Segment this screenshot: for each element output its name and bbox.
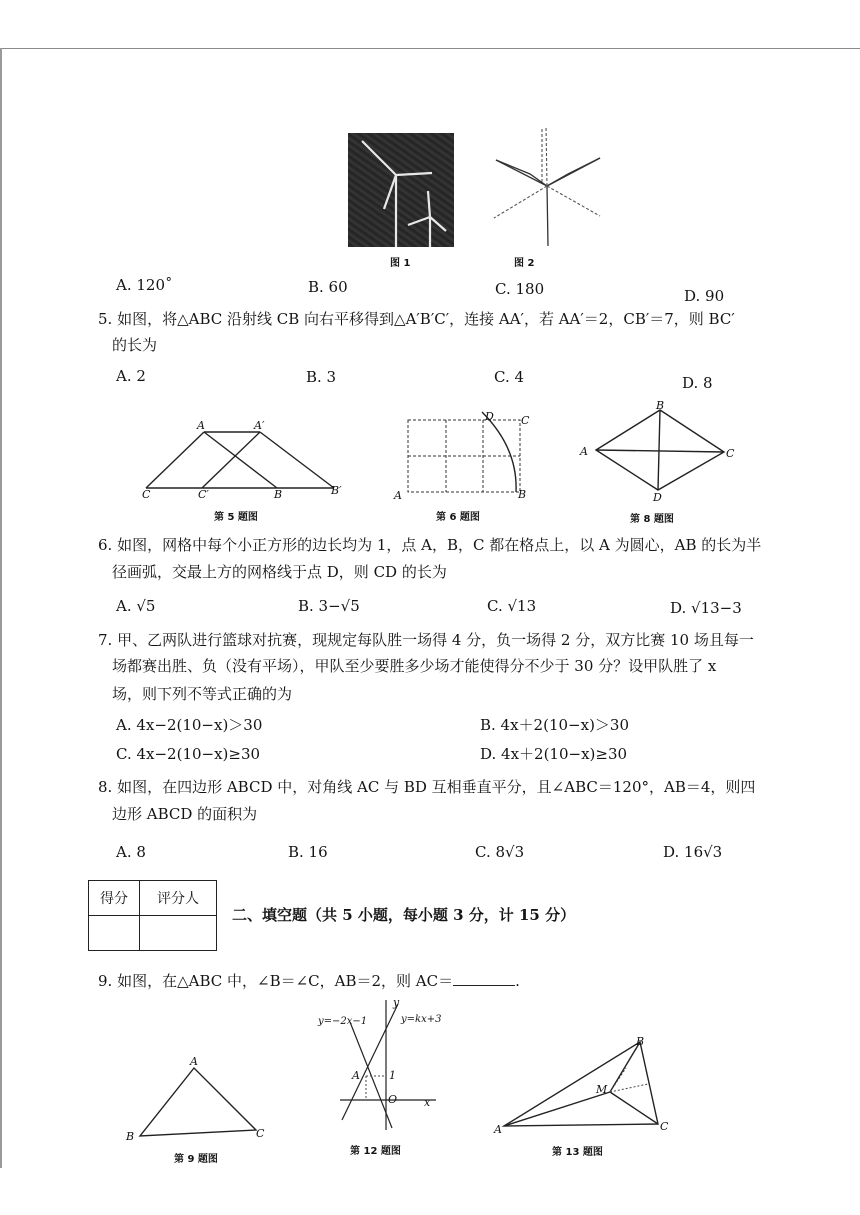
fig12-x-label: x <box>424 1096 431 1109</box>
q5-option-d: D. 8 <box>682 374 713 392</box>
q8-option-c: C. 8√3 <box>475 843 525 861</box>
fig13-label-m: M <box>596 1083 608 1096</box>
q4-option-a: A. 120˚ <box>116 276 173 294</box>
q5-stem-line1: 5. 如图，将△ABC 沿射线 CB 向右平移得到△A′B′C′，连接 AA′，若 AA′＝2，CB′＝7，则 BC′ <box>98 310 735 328</box>
figure-6-caption: 第 6 题图 <box>436 512 480 523</box>
figure-9-diagram <box>136 1060 260 1140</box>
grader-header: 评分人 <box>140 881 217 916</box>
q7-stem-line3: 场，则下列不等式正确的为 <box>112 685 293 703</box>
q4-option-c: C. 180 <box>495 280 545 298</box>
q6-option-c: C. √13 <box>487 597 537 615</box>
fig13-label-c: C <box>660 1120 669 1133</box>
q7-option-c: C. 4x−2(10−x)≥30 <box>116 745 261 763</box>
figure-5-diagram <box>140 416 350 500</box>
q8-option-a: A. 8 <box>116 843 146 861</box>
q8-option-d: D. 16√3 <box>663 843 723 861</box>
fig5-label-c-prime: C′ <box>198 488 209 501</box>
page-top-edge <box>0 48 860 50</box>
q7-option-d: D. 4x＋2(10−x)≥30 <box>480 745 628 763</box>
figure-1-caption: 图 1 <box>390 258 411 269</box>
figure-5-caption: 第 5 题图 <box>214 512 258 523</box>
q8-stem-line2: 边形 ABCD 的面积为 <box>112 805 258 823</box>
q6-option-d: D. √13−3 <box>670 599 742 617</box>
fig8-label-d: D <box>653 491 662 504</box>
fig5-label-b-prime: B′ <box>331 484 342 497</box>
page-left-edge <box>0 48 2 1168</box>
figure-9-caption: 第 9 题图 <box>174 1154 218 1165</box>
score-cell[interactable] <box>89 916 140 951</box>
fig6-label-c: C <box>521 414 530 427</box>
q4-option-b: B. 60 <box>308 278 348 296</box>
fig5-label-a-prime: A′ <box>254 419 265 432</box>
fig13-label-a: A <box>494 1123 502 1136</box>
figure-13-caption: 第 13 题图 <box>552 1147 603 1158</box>
q6-stem-line1: 6. 如图，网格中每个小正方形的边长均为 1，点 A，B，C 都在格点上，以 A 为圆心，AB 的长为半 <box>98 536 762 554</box>
q7-stem-line2: 场都赛出胜、负（没有平场），甲队至少要胜多少场才能使得分不少于 30 分？设甲队胜了 x <box>112 657 717 675</box>
q9-answer-blank[interactable] <box>453 971 515 986</box>
fig5-label-b: B <box>274 488 283 501</box>
fig12-one-label: 1 <box>389 1069 396 1082</box>
q6-option-a: A. √5 <box>116 597 156 615</box>
q7-option-a: A. 4x−2(10−x)＞30 <box>116 716 263 734</box>
figure-6-diagram <box>402 412 532 502</box>
fig12-line2-label: y=kx+3 <box>401 1014 442 1025</box>
q5-option-b: B. 3 <box>306 368 337 386</box>
section-2-title: 二、填空题（共 5 小题，每小题 3 分，计 15 分） <box>232 906 576 924</box>
q7-option-b: B. 4x＋2(10−x)＞30 <box>480 716 630 734</box>
fig8-label-b: B <box>656 399 665 412</box>
q6-option-b: B. 3−√5 <box>298 597 360 615</box>
q9-stem-end: . <box>515 972 520 990</box>
q9-stem <box>98 971 520 991</box>
fig9-label-b: B <box>126 1130 135 1143</box>
fig5-label-c: C <box>142 488 151 501</box>
figure-8-caption: 第 8 题图 <box>630 514 674 525</box>
q7-stem-line1: 7. 甲、乙两队进行篮球对抗赛，现规定每队胜一场得 4 分，负一场得 2 分，双方比赛 10 场且每一 <box>98 631 754 649</box>
q9-stem-text: 9. 如图，在△ABC 中，∠B＝∠C，AB＝2，则 AC＝ <box>98 972 454 990</box>
fig12-origin-label: O <box>388 1093 398 1106</box>
turbine-rotation-diagram <box>490 122 604 250</box>
fig9-label-a: A <box>190 1055 198 1068</box>
fig6-label-d: D <box>485 410 494 423</box>
q6-stem-line2: 径画弧，交最上方的网格线于点 D，则 CD 的长为 <box>112 563 447 581</box>
q8-option-b: B. 16 <box>288 843 328 861</box>
figure-12-caption: 第 12 题图 <box>350 1146 401 1157</box>
q5-option-a: A. 2 <box>116 367 146 385</box>
fig13-label-b: B <box>636 1035 645 1048</box>
fig8-label-a: A <box>580 445 588 458</box>
fig5-label-a: A <box>197 419 205 432</box>
fig12-y-label: y <box>393 996 400 1009</box>
grader-cell[interactable] <box>140 916 217 951</box>
q5-stem-line2: 的长为 <box>112 336 158 354</box>
fig12-line1-label: y=−2x−1 <box>318 1016 368 1027</box>
fig6-label-b: B <box>518 488 527 501</box>
fig8-label-c: C <box>726 447 735 460</box>
score-table <box>88 880 217 951</box>
figure-2-caption: 图 2 <box>514 258 535 269</box>
figure-8-diagram <box>590 404 730 500</box>
score-header: 得分 <box>89 881 140 916</box>
fig9-label-c: C <box>256 1127 265 1140</box>
fig6-label-a: A <box>394 489 402 502</box>
q8-stem-line1: 8. 如图，在四边形 ABCD 中，对角线 AC 与 BD 互相垂直平分，且∠ABC＝120°，AB＝4，则四 <box>98 778 756 796</box>
wind-turbine-photo-overlay <box>348 133 454 247</box>
q4-option-d: D. 90 <box>684 287 725 305</box>
fig12-point-a-label: A <box>352 1069 360 1082</box>
q5-option-c: C. 4 <box>494 368 525 386</box>
